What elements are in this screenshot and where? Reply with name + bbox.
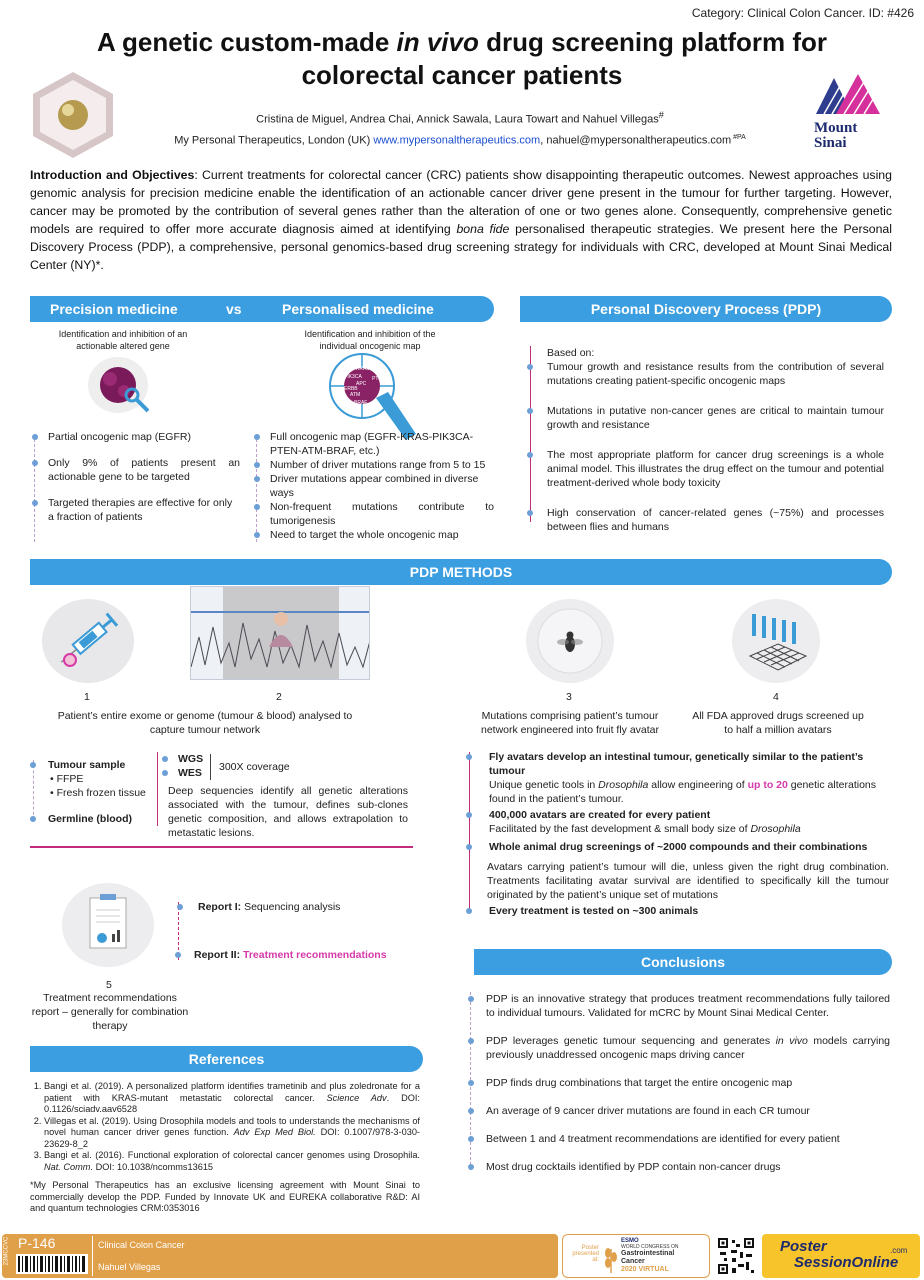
reference-item: 2. Villegas et al. (2019). Using Drosophila models and tools to understands the mechanisms of novel human cancer driver genes function. Adv Exp Med Biol. DOI: 0.1007/978-3-030-23629-8_2 — [44, 1116, 420, 1151]
website-link[interactable]: www.mypersonaltherapeutics.com — [373, 134, 541, 147]
svg-text:APC: APC — [356, 381, 367, 387]
list-item: Every treatment is tested on ~300 animals — [469, 904, 889, 918]
coverage-label: 300X coverage — [219, 761, 290, 773]
coverage-bracket — [210, 754, 211, 780]
svg-text:BRAF: BRAF — [354, 400, 368, 406]
poster-id: P-146 — [18, 1235, 56, 1251]
reference-item: 1. Bangi et al. (2019). A personalized platform identifies trametinib and plus zoledronate for a patient with KRAS-mutant metastatic colorectal cancer. Science Adv. DOI: 0.1126/sciadv.aav6528 — [44, 1081, 420, 1116]
footer-presenter: Nahuel Villegas — [98, 1262, 161, 1272]
list-item: Whole animal drug screenings of ~2000 compounds and their combinations — [469, 840, 889, 854]
wheat-icon — [603, 1243, 619, 1273]
personalised-description: Identification and inhibition of the individual oncogenic map — [304, 329, 436, 351]
list-item: Full oncogenic map (EGFR-KRAS-PIK3CA-PTEN-ATM-BRAF, etc.) — [252, 430, 494, 458]
licensing-note: *My Personal Therapeutics has an exclusive licensing agreement with Mount Sinai to commercially develop the PDP. Funded by Innovate UK and EUREKA collaborative R&D: AI and quantum technologies CRM:0353016 — [30, 1180, 420, 1213]
oncogenic-map-icon — [326, 352, 426, 442]
list-item: Tumour growth and resistance results from the contribution of several mutations creating patient-specific oncogenic maps — [530, 360, 884, 388]
footer-divider — [92, 1236, 93, 1276]
footer-track: Clinical Colon Cancer — [98, 1240, 185, 1250]
report-2: Report II: Treatment recommendations — [178, 948, 387, 962]
svg-text:KRAS: KRAS — [356, 366, 370, 372]
sample-list — [30, 758, 160, 826]
list-item: 400,000 avatars are created for every patient Facilitated by the fast development & small body size of Drosophila — [469, 808, 889, 836]
syringe-icon — [40, 598, 136, 684]
congress-badge: Poster presented at: ESMO WORLD CONGRESS ON Gastrointestinal Cancer 2020 VIRTUAL — [562, 1234, 710, 1278]
svg-text:PTEN: PTEN — [372, 376, 386, 382]
list-item: Number of driver mutations range from 5 to 15 — [252, 458, 494, 472]
chromatogram-icon — [191, 587, 370, 680]
list-item: PDP leverages genetic tumour sequencing and generates in vivo models carrying previously unaddressed oncogenic maps driving cancer — [468, 1034, 890, 1062]
fly-screening-text: Avatars carrying patient’s tumour will die, unless given the right drug combination. Treatments facilitating avatar survival are identified to specifically kill the tumour originated by the patient’s unique set of mutations — [487, 861, 889, 901]
list-item: Partial oncogenic map (EGFR) — [30, 430, 240, 444]
list-item: The most appropriate platform for cancer drug screenings is a whole animal model. This illustrates the drug effect on the tumour and potential treatment-derived whole body toxicity — [530, 448, 884, 490]
step-number-2: 2 — [276, 691, 282, 703]
germline-label: Germline (blood) — [48, 813, 132, 825]
pdp-header: Personal Discovery Process (PDP) — [520, 296, 892, 322]
qr-code-icon[interactable] — [716, 1236, 756, 1276]
conclusions-header: Conclusions — [474, 949, 892, 975]
side-code: 23MCCVC — [3, 1236, 10, 1266]
category-id: Category: Clinical Colon Cancer. ID: #426 — [691, 6, 914, 20]
mount-sinai-logo: Mount Sinai — [814, 72, 884, 152]
step-5-description: Treatment recommendations report – generally for combination therapy — [31, 992, 189, 1032]
list-item: Most drug cocktails identified by PDP contain non-cancer drugs — [468, 1160, 890, 1174]
introduction-paragraph: Introduction and Objectives: Current treatments for colorectal cancer (CRC) patients show disappointing therapeutic outcomes. Newest approaches using genomic analysis for precision medicine enable the identification of an actionable cancer driver gene present in the tumour for further targeting. However, cancer may be promoted by the contribution of several genes rather than the alteration of one or two genes alone. Consequently, comprehensive genetic models are required to offer more accurate diagnosis aimed at identifying bona fide personalised therapeutic strategies. We present here the Personal Discovery Process (PDP), a comprehensive, personal genomics-based drug screening strategy for individuals with CRC, developed at Mount Sinai Medical Center (NY)*. — [30, 168, 892, 272]
list-item: Between 1 and 4 treatment recommendations are identified for every patient — [468, 1132, 890, 1146]
list-item: Fly avatars develop an intestinal tumour, genetically similar to the patient’s tumour Unique genetic tools in Drosophila allow engineering of up to 20 genetic alterations found in the patient’s tumour. — [469, 750, 889, 806]
pdp-methods-header: PDP METHODS — [30, 559, 892, 585]
list-item: Non-frequent mutations contribute to tumorigenesis — [252, 500, 494, 528]
step-number-5: 5 — [106, 979, 112, 991]
footer — [0, 1232, 924, 1280]
pdp-bullets — [530, 360, 884, 534]
methods-divider — [30, 846, 413, 848]
sequencing-chromatogram-image — [190, 586, 370, 680]
reference-item: 3. Bangi et al. (2016). Functional exploration of colorectal cancer genomes using Drosophila. Nat. Comm. DOI: 10.1038/ncomms13615 — [44, 1150, 420, 1173]
references-header: References — [30, 1046, 423, 1072]
step-number-3: 3 — [566, 691, 572, 703]
svg-text:ERBB: ERBB — [344, 386, 358, 392]
list-item: Targeted therapies are effective for only a fraction of patients — [30, 496, 240, 524]
pdp-based-on: Based on: — [547, 347, 595, 359]
svg-text:PIK3CA: PIK3CA — [344, 374, 362, 380]
sample-divider — [157, 752, 158, 826]
step-4-description: All FDA approved drugs screened up to half a million avatars — [692, 710, 864, 736]
svg-text:ATM: ATM — [350, 392, 361, 398]
precision-vs-personalised-header: Precision medicine vs Personalised medicine — [30, 296, 494, 322]
list-item: • FFPE — [50, 773, 84, 785]
conclusions-list — [468, 992, 890, 1174]
step-3-description: Mutations comprising patient’s tumour network engineered into fruit fly avatar — [480, 710, 659, 736]
list-item: An average of 9 cancer driver mutations are found in each CR tumour — [468, 1104, 890, 1118]
step-12-description: Patient’s entire exome or genome (tumour & blood) analysed to capture tumour network — [57, 710, 353, 736]
poster-session-online-logo[interactable]: Poster SessionOnline .com — [762, 1234, 920, 1278]
step-number-1: 1 — [84, 691, 90, 703]
list-item: Only 9% of patients present an actionable gene to be targeted — [30, 456, 240, 484]
list-item: Driver mutations appear combined in diverse ways — [252, 472, 494, 500]
report-1: Report I: Sequencing analysis — [180, 900, 340, 914]
poster-title: A genetic custom-made in vivo drug screening platform for colorectal cancer patients — [96, 27, 828, 90]
precision-description: Identification and inhibition of an actionable altered gene — [58, 329, 188, 351]
drug-screening-plate-icon — [730, 598, 822, 684]
seq-methods: WGS WES — [160, 752, 410, 780]
fly-avatar-list — [469, 750, 889, 918]
mount-sinai-mark-icon — [814, 72, 884, 116]
deep-sequencing-text: Deep sequencies identify all genetic alterations associated with the tumour, defines sub-clones genetic composition, and allows extrapolation to metastatic lesions. — [168, 785, 408, 839]
tumour-sample-label: Tumour sample — [48, 759, 126, 771]
personalised-bullets — [252, 430, 494, 542]
list-item: PDP finds drug combinations that target the entire oncogenic map — [468, 1076, 890, 1090]
fruit-fly-icon — [524, 598, 616, 684]
list-item: High conservation of cancer-related genes (~75%) and processes between flies and humans — [530, 506, 884, 534]
list-item: • Fresh frozen tissue — [50, 787, 146, 799]
tumour-cell-icon — [84, 355, 160, 415]
product-logo-icon — [30, 70, 116, 160]
list-item: Need to target the whole oncogenic map — [252, 528, 494, 542]
references-list — [30, 1081, 420, 1173]
precision-bullets — [30, 430, 240, 524]
list-item: Mutations in putative non-cancer genes are critical to maintain tumour growth and resistance — [530, 404, 884, 432]
report-clipboard-icon — [60, 882, 156, 968]
barcode-icon — [16, 1254, 88, 1274]
step-number-4: 4 — [773, 691, 779, 703]
list-item: PDP is an innovative strategy that produces treatment recommendations fully tailored to individual tumours. Validated for mCRC by Mount Sinai Medical Center. — [468, 992, 890, 1020]
author-list: Cristina de Miguel, Andrea Chai, Annick Sawala, Laura Towart and Nahuel Villegas — [256, 113, 659, 126]
authors-block: Cristina de Miguel, Andrea Chai, Annick Sawala, Laura Towart and Nahuel Villegas# My Personal Therapeutics, London (UK) www.mypersonaltherapeutics.com, nahuel@mypersonaltherapeutics.com $^{\#PA}$ — [174, 110, 746, 147]
